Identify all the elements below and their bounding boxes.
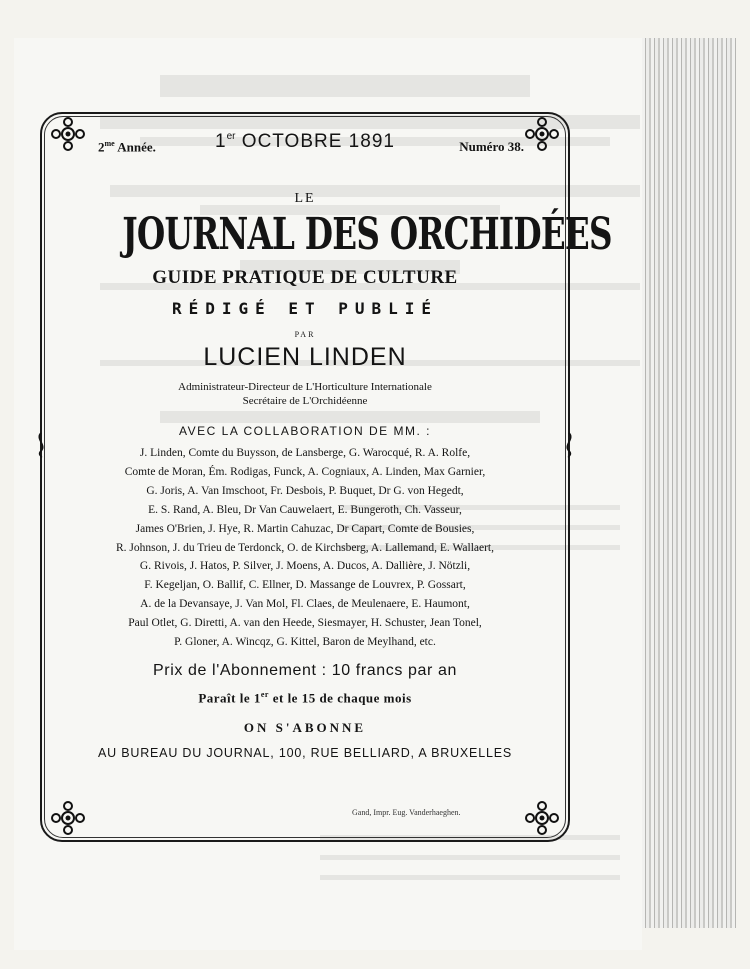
editor-name: LUCIEN LINDEN (203, 343, 407, 371)
editor-roles (58, 380, 552, 408)
corner-ornament-icon (48, 798, 88, 838)
collaborator-line: Paul Otlet, G. Diretti, A. van den Heede, Siesmayer, H. Schuster, Jean Tonel, (128, 617, 482, 630)
subscription-price: Prix de l'Abonnement : 10 francs par an (153, 661, 457, 679)
collaborator-line: P. Gloner, A. Wincqz, G. Kittel, Baron de Meylhand, etc. (174, 636, 436, 649)
office-address: AU BUREAU DU JOURNAL, 100, RUE BELLIARD, A BRUXELLES (98, 746, 512, 761)
editor-role-2: Secrétaire de L'Orchidéenne (242, 395, 368, 407)
collaborator-line: G. Joris, A. Van Imschoot, Fr. Desbois, P. Buquet, Dr G. von Hegedt, (146, 484, 464, 497)
collaborator-line: F. Kegeljan, O. Ballif, C. Ellner, D. Massange de Louvrex, P. Gossart, (144, 579, 466, 592)
collaborator-list (58, 444, 552, 652)
side-ornament-icon (562, 432, 576, 458)
issue-header (58, 125, 552, 161)
collaborator-line: E. S. Rand, A. Bleu, Dr Van Cauwelaert, E. Bungeroth, Ch. Vasseur, (148, 503, 462, 516)
collaborator-line: J. Linden, Comte du Buysson, de Lansberge, G. Warocqué, R. A. Rolfe, (139, 447, 471, 459)
collaborator-line: James O'Brien, J. Hye, R. Martin Cahuzac, Dr Capart, Comte de Bousies, (135, 522, 475, 535)
collaborator-line: R. Johnson, J. du Trieu de Terdonck, O. de Kirchsberg, A. Lallemand, E. Wallaert, (115, 541, 495, 554)
journal-subtitle: GUIDE PRATIQUE DE CULTURE (152, 267, 458, 288)
journal-title: JOURNAL DES ORCHIDÉES (122, 209, 612, 260)
year-label: $2^{me}$ Année. (98, 139, 156, 155)
corner-ornament-icon (522, 798, 562, 838)
collaborator-line: Comte de Moran, Ém. Rodigas, Funck, A. Cogniaux, A. Linden, Max Garnier, (124, 465, 486, 478)
collaborator-line: G. Rivois, J. Hatos, P. Silver, J. Moens, A. Ducos, A. Dallière, J. Nötzli, (139, 560, 471, 573)
side-ornament-icon (34, 432, 48, 458)
printer-imprint: Gand, Impr. Eug. Vanderhaeghen. (352, 808, 461, 817)
title-article: LE (294, 191, 316, 206)
cover-content (58, 125, 612, 761)
issue-number: Numéro 38. (459, 139, 524, 154)
collaborator-line: A. de la Devansaye, J. Van Mol, Fl. Claes, de Meulenaere, E. Haumont, (140, 598, 470, 611)
collaboration-heading: AVEC LA COLLABORATION DE MM. : (179, 424, 431, 438)
par-label: PAR (294, 330, 316, 339)
publication-schedule: Paraît le 1er et le 15 de chaque mois (198, 689, 412, 706)
subscribe-heading: ON S'ABONNE (243, 720, 367, 736)
issue-date: 1er OCTOBRE 1891 (215, 131, 395, 152)
editor-role-1: Administrateur-Directeur de L'Horticulture Internationale (178, 381, 432, 393)
book-page-edges (640, 38, 736, 928)
redige-line: RÉDIGÉ ET PUBLIÉ (171, 299, 439, 318)
